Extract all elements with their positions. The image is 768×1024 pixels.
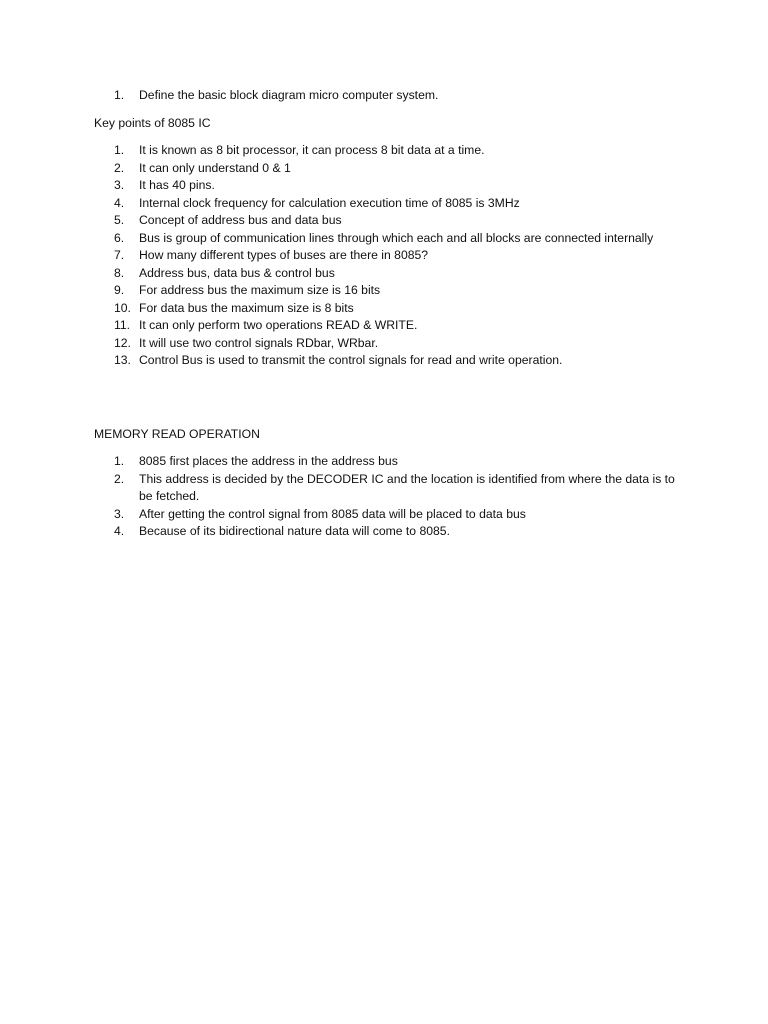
list-item-text: Internal clock frequency for calculation execution time of 8085 is 3MHz xyxy=(139,195,520,210)
list-item-text: Address bus, data bus & control bus xyxy=(139,265,335,280)
list-item-number: 8. xyxy=(114,265,125,280)
list-item xyxy=(0,87,768,105)
list-item-text: It will use two control signals RDbar, WRbar. xyxy=(139,335,379,350)
list-item-text: Define the basic block diagram micro computer system. xyxy=(139,88,439,102)
list-item-number: 12. xyxy=(114,335,131,350)
list-item-text: It has 40 pins. xyxy=(139,178,215,192)
list-item-number: 4. xyxy=(114,524,125,538)
list-item xyxy=(0,247,768,265)
list-item-number: 6. xyxy=(114,230,125,245)
list-item-text: Because of its bidirectional nature data will come to 8085. xyxy=(139,524,450,538)
list-item xyxy=(0,142,768,160)
list-item-number: 1. xyxy=(114,88,125,102)
list-item-number: 4. xyxy=(114,195,125,210)
list-item-number: 2. xyxy=(114,160,125,175)
list-item-text: Concept of address bus and data bus xyxy=(139,213,342,227)
list-item-number: 10. xyxy=(114,300,131,315)
list-item xyxy=(0,230,768,248)
list-item-text: Bus is group of communication lines through which each and all blocks are connected internally xyxy=(139,230,654,245)
memory-read-list xyxy=(0,453,768,541)
list-item xyxy=(0,506,768,524)
list-item-text: How many different types of buses are there in 8085? xyxy=(139,248,429,262)
list-item-number: 2. xyxy=(114,471,125,486)
key-points-list xyxy=(0,142,768,370)
key-points-heading: Key points of 8085 IC xyxy=(94,116,211,130)
list-item-text: Control Bus is used to transmit the control signals for read and write operation. xyxy=(139,353,563,367)
list-item-text: For address bus the maximum size is 16 bits xyxy=(139,283,381,297)
list-item-number: 5. xyxy=(114,213,125,227)
list-item xyxy=(0,335,768,353)
list-item-text: 8085 first places the address in the address bus xyxy=(139,454,398,468)
list-item xyxy=(0,265,768,283)
list-item xyxy=(0,212,768,230)
list-item-text: It can only understand 0 & 1 xyxy=(139,160,291,175)
list-item-number: 3. xyxy=(114,178,125,192)
memory-read-heading: MEMORY READ OPERATION xyxy=(94,427,260,441)
list-item xyxy=(0,195,768,213)
list-item xyxy=(0,160,768,178)
list-item xyxy=(0,523,768,541)
list-item-text: It is known as 8 bit processor, it can process 8 bit data at a time. xyxy=(139,143,485,157)
list-item xyxy=(0,453,768,471)
list-item xyxy=(0,177,768,195)
list-item xyxy=(0,471,768,506)
list-item-number: 3. xyxy=(114,506,125,521)
list-item xyxy=(0,352,768,370)
list-item-number: 7. xyxy=(114,248,125,262)
list-item-text: For data bus the maximum size is 8 bits xyxy=(139,300,354,315)
list-item xyxy=(0,282,768,300)
list-item xyxy=(0,317,768,335)
list-item-text: This address is decided by the DECODER IC and the location is identified from where the data is to be fetched. xyxy=(139,471,675,503)
intro-list xyxy=(0,87,768,105)
list-item-number: 11. xyxy=(114,318,131,332)
list-item-number: 13. xyxy=(114,353,131,367)
list-item-number: 1. xyxy=(114,143,125,157)
list-item-text: It can only perform two operations READ & WRITE. xyxy=(139,318,418,332)
list-item-number: 9. xyxy=(114,283,125,297)
list-item-number: 1. xyxy=(114,454,125,468)
list-item xyxy=(0,300,768,318)
list-item-text: After getting the control signal from 8085 data will be placed to data bus xyxy=(139,506,526,521)
